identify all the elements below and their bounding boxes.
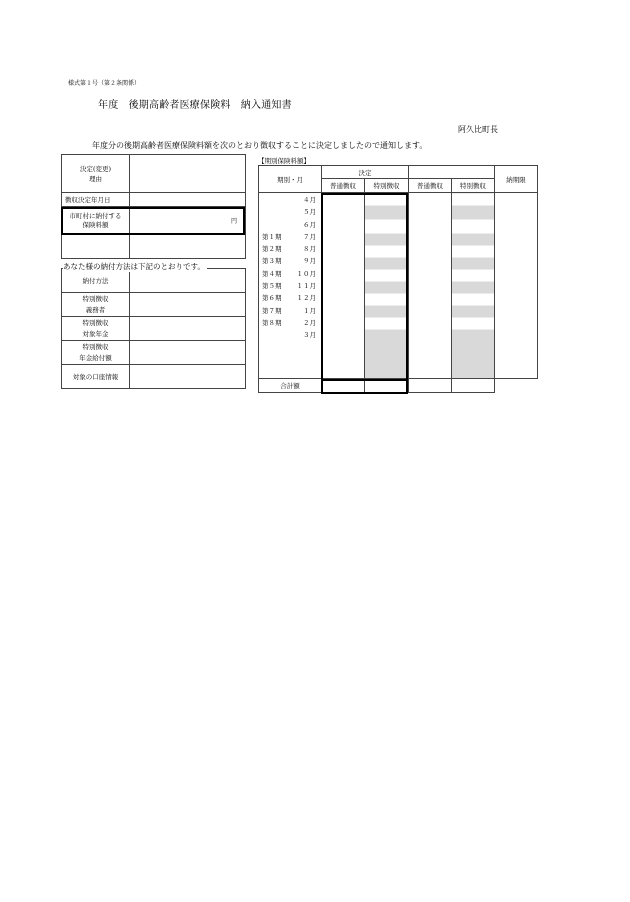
- special-obligor-label: 特別徴収 義務者: [62, 293, 130, 317]
- period-row: [262, 220, 316, 232]
- period-row: [262, 207, 316, 219]
- period-label: 第６期: [262, 294, 282, 303]
- col-special2-header: 特別徴収: [452, 179, 495, 193]
- collection-date-value: [130, 193, 246, 207]
- decision-reason-label: 決定(変更) 理由: [62, 155, 130, 193]
- month-label: ４月: [303, 196, 316, 204]
- month-label: ６月: [303, 220, 316, 229]
- total-special2: [452, 379, 495, 393]
- period-row: [262, 244, 316, 256]
- total-normal2: [409, 379, 452, 393]
- period-label: 第７期: [262, 306, 282, 315]
- total-highlight-line: [321, 379, 408, 394]
- period-row: [262, 195, 316, 207]
- installment-table-title: 【期別保険料額】: [258, 157, 310, 165]
- payment-method-label: 納付方法: [62, 269, 130, 293]
- period-list: [262, 195, 316, 343]
- period-label: [262, 330, 296, 342]
- decision-highlight-box: [321, 193, 408, 394]
- period-label: [262, 195, 296, 207]
- due-cell: [495, 193, 538, 379]
- page-title: 年度 後期高齢者医療保険料 納入通知書: [98, 100, 292, 111]
- period-label: 第８期: [262, 318, 282, 327]
- special-pension-label: 特別徴収 対象年金: [62, 317, 130, 341]
- col-period-header: 期別・月: [259, 166, 322, 193]
- period-row: [262, 232, 316, 244]
- special-pension-value: [130, 317, 246, 341]
- month-label: ５月: [303, 208, 316, 217]
- period-row: [262, 330, 316, 342]
- normal2-cell: [409, 193, 452, 379]
- form-number: 様式第１号（第２条関係）: [68, 80, 141, 87]
- month-label: ３月: [303, 331, 316, 340]
- month-label: １月: [303, 306, 316, 315]
- period-row: [262, 269, 316, 281]
- intro-text: 年度分の後期高齢者医療保険料額を次のとおり徴収することに決定しましたので通知します。: [92, 141, 428, 150]
- premium-label: 市町村に納付する 保険料額: [62, 207, 130, 235]
- special2-cell: [452, 193, 495, 379]
- period-label: [262, 220, 296, 232]
- month-label: ７月: [303, 232, 316, 241]
- col-due-header: 納期限: [495, 166, 538, 193]
- payment-method-note: あなた様の納付方法は下記のとおりです。: [63, 262, 205, 271]
- account-info-value: [130, 365, 246, 389]
- month-label: １１月: [296, 282, 316, 291]
- period-label: [262, 207, 296, 219]
- special-amount-value: [130, 341, 246, 365]
- blank-row: [62, 235, 130, 259]
- blank-row-value: [130, 235, 246, 259]
- period-label: 第１期: [262, 232, 282, 241]
- month-label: ９月: [303, 257, 316, 266]
- yen-unit: 円: [231, 218, 238, 225]
- col-special-header: 特別徴収: [365, 179, 409, 193]
- total-due: [495, 379, 538, 393]
- period-label: 第４期: [262, 269, 282, 278]
- period-row: [262, 318, 316, 330]
- account-info-label: 対象の口座情報: [62, 365, 130, 389]
- col-decision-header: 決定: [322, 166, 409, 179]
- period-label: 第２期: [262, 245, 282, 254]
- month-label: ２月: [303, 318, 316, 327]
- decision-reason-value: [130, 155, 246, 193]
- period-row: [262, 281, 316, 293]
- month-label: １２月: [296, 294, 316, 303]
- month-label: ８月: [303, 245, 316, 254]
- total-label: 合計額: [259, 379, 322, 393]
- period-row: [262, 306, 316, 318]
- col-blank-header: [409, 166, 495, 179]
- col-normal-header: 普通徴収: [322, 179, 365, 193]
- special-obligor-value: [130, 293, 246, 317]
- period-row: [262, 256, 316, 268]
- issuer-name: 阿久比町長: [458, 125, 498, 134]
- premium-highlight-box: [61, 207, 245, 235]
- special-amount-label: 特別徴収 年金給付額: [62, 341, 130, 365]
- period-row: [262, 293, 316, 305]
- col-normal2-header: 普通徴収: [409, 179, 452, 193]
- period-label: 第５期: [262, 282, 282, 291]
- month-label: １０月: [296, 269, 316, 278]
- payment-method-value: [130, 269, 246, 293]
- collection-date-label: 徴収決定年月日: [62, 193, 130, 207]
- period-label: 第３期: [262, 257, 282, 266]
